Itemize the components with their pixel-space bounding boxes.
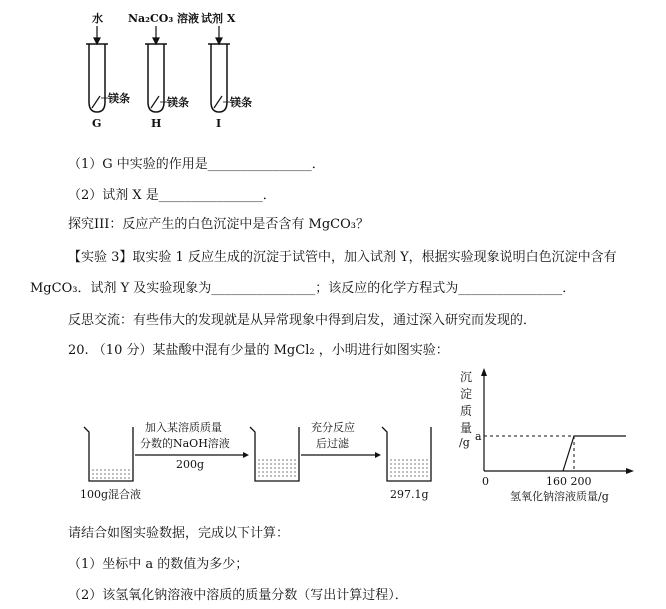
experiment-3-line1: 【实验 3】取实验 1 反应生成的沉淀于试管中，加入试剂 Y，根据实验现象说明白色沉淀中含有	[68, 250, 617, 265]
tube-h	[145, 44, 167, 112]
calc-question-2: （2）该氢氧化钠溶液中溶质的质量分数（写出计算过程）．	[68, 588, 408, 603]
beaker-3-label: 297.1g	[390, 488, 429, 501]
test-tube-figure	[0, 0, 666, 140]
beaker-3	[382, 427, 431, 481]
graph-xlabel: 氢氧化钠溶液质量/g	[510, 490, 609, 503]
instruction-text: 请结合如图实验数据，完成以下计算：	[68, 526, 290, 541]
flow-step1-line2: 分数的NaOH溶液	[140, 437, 230, 450]
tube-h-name: H	[151, 117, 162, 130]
graph-curve	[563, 436, 626, 471]
graph-ylabel-2: 淀	[460, 387, 473, 401]
graph-ylabel-5: /g	[459, 436, 470, 449]
graph-origin: 0	[482, 475, 489, 488]
tube-i-mg-label: 镁条	[230, 96, 252, 109]
tube-g	[86, 44, 108, 112]
beaker-1-label: 100g混合液	[80, 488, 142, 501]
graph-ylabel-4: 量	[460, 421, 473, 435]
tube-i	[208, 44, 230, 112]
flow-step1-line1: 加入某溶质质量	[145, 421, 222, 434]
explore-3-heading: 探究III：反应产生的白色沉淀中是否含有 MgCO₃？	[68, 217, 369, 232]
graph-a-label: a	[475, 430, 482, 443]
tube-h-top-label: Na₂CO₃ 溶液	[128, 12, 199, 25]
graph-ylabel-3: 质	[460, 404, 473, 418]
question-1: （1）G 中实验的作用是________________．	[68, 157, 325, 172]
experiment-3-line2: MgCO₃．试剂 Y 及实验现象为________________；该反应的化学方程式为________________．	[30, 281, 576, 296]
flow-step2-line1: 充分反应	[311, 421, 355, 434]
beaker-2	[250, 427, 299, 481]
question-20-heading: 20. （10 分）某盐酸中混有少量的 MgCl₂ ，小明进行如图实验：	[68, 343, 449, 358]
tube-h-mg-label: 镁条	[167, 96, 189, 109]
flow-step1-line3: 200g	[176, 458, 205, 471]
tube-g-mg-label: 镁条	[108, 92, 130, 105]
question-2: （2）试剂 X 是________________．	[68, 188, 276, 203]
flow-step2-line2: 后过滤	[316, 437, 349, 450]
tube-i-name: I	[216, 117, 222, 130]
tube-i-top-label: 试剂 X	[201, 12, 236, 25]
tube-g-name: G	[92, 117, 102, 130]
graph	[484, 374, 628, 471]
beaker-1	[84, 427, 133, 481]
tube-g-top-label: 水	[92, 12, 103, 25]
calc-question-1: （1）坐标中 a 的数值为多少；	[68, 557, 249, 572]
graph-ylabel-1: 沉	[460, 370, 473, 384]
graph-x-ticks: 160 200	[546, 475, 592, 488]
reflection-text: 反思交流：有些伟大的发现就是从异常现象中得到启发，通过深入研究而发现的．	[68, 313, 537, 328]
